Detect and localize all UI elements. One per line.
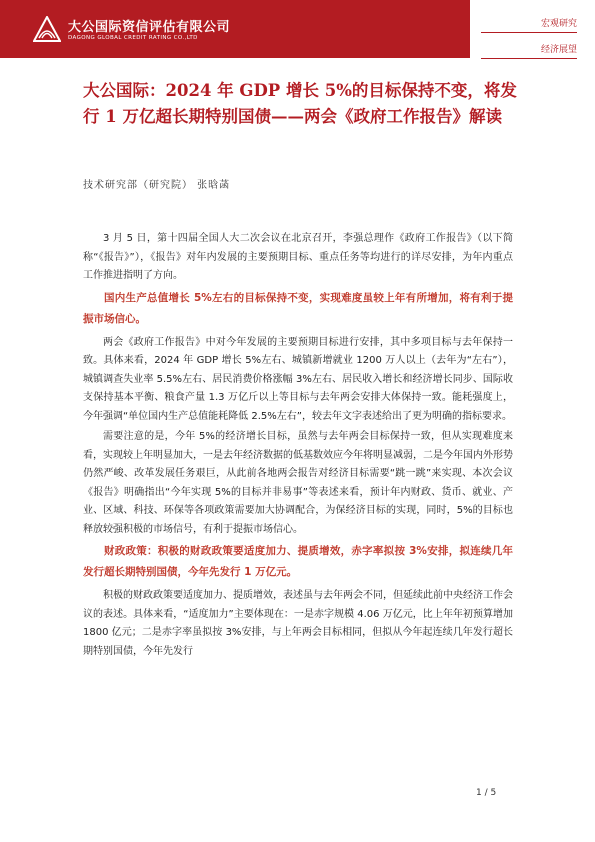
dagong-logo-icon xyxy=(33,16,61,42)
tag-divider xyxy=(481,32,577,33)
header-band xyxy=(0,0,470,58)
page-number: 1 / 5 xyxy=(476,788,497,798)
paragraph: 两会《政府工作报告》中对今年发展的主要预期目标进行安排，其中多项目标与去年保持一致。具体来看，2024 年 GDP 增长 5%左右、城镇新增就业 1200 万人以上（去年为“左右”），城镇调查失业率 5.5%左右、居民消费价格涨幅 3%左右、居民收入增长和经济增长同步、国际收支保持基本平衡、粮食产量 1.3 万亿斤以上等目标与去年两会安排大体保持一致。能耗强度上，今年强调“单位国内生产总值能耗降低 2.5%左右”，较去年文字表述给出了更为明确的指标要求。 xyxy=(83,336,513,422)
highlight-paragraph: 国内生产总值增长 5%左右的目标保持不变，实现难度虽较上年有所增加，将有利于提振市场信心。 xyxy=(83,291,513,325)
report-title: 大公国际：2024 年 GDP 增长 5%的目标保持不变，将发行 1 万亿超长期特别国债——两会《政府工作报告》解读 xyxy=(83,81,517,126)
page-header xyxy=(0,0,595,60)
category-tag-outlook: 经济展望 xyxy=(540,45,577,55)
category-tag-macro: 宏观研究 xyxy=(540,19,577,29)
paragraph: 积极的财政政策要适度加力、提质增效，表述虽与去年两会不同，但延续此前中央经济工作会议的表述。具体来看，“适度加力”主要体现在：一是赤字规模 4.06 万亿元，比上年年初预算增加 1800 亿元；二是赤字率虽拟按 3%安排，与上年两会目标相同，但拟从今年起连续几年发行超长期特别国债，今年先发行 xyxy=(83,590,513,657)
brand-name-en: DAGONG GLOBAL CREDIT RATING CO.,LTD xyxy=(68,35,198,41)
highlight-paragraph: 财政政策：积极的财政政策要适度加力、提质增效，赤字率拟按 3%安排，拟连续几年发行超长期特别国债，今年先发行 1 万亿元。 xyxy=(83,545,513,578)
author-line: 技术研究部（研究院） 张晗菡 xyxy=(83,180,231,191)
paragraph: 需要注意的是，今年 5%的经济增长目标，虽然与去年两会目标保持一致，但从实现难度来看，实现较上年明显加大，一是去年经济数据的低基数效应今年将明显减弱，二是今年国内外形势仍然严峻、改革发展任务艰巨，从此前各地两会报告对经济目标需要“跳一跳”来实现、本次会议《报告》明确指出“今年实现 5%的目标并非易事”等表述来看，预计年内财政、货币、就业、产业、区域、科技、环保等各项政策需要加大协调配合，为保经济目标的实现，同时，5%的目标也释放较强积极的市场信号，有利于提振市场信心。 xyxy=(83,431,513,535)
paragraph: 3 月 5 日，第十四届全国人大二次会议在北京召开，李强总理作《政府工作报告》（以下简称“《报告》”），《报告》对年内发展的主要预期目标、重点任务等均进行的详尽安排，为年内重点工作推进指明了方向。 xyxy=(83,233,513,281)
tag-divider xyxy=(481,58,577,59)
brand-name-cn: 大公国际资信评估有限公司 xyxy=(68,20,231,35)
report-body xyxy=(83,230,513,663)
